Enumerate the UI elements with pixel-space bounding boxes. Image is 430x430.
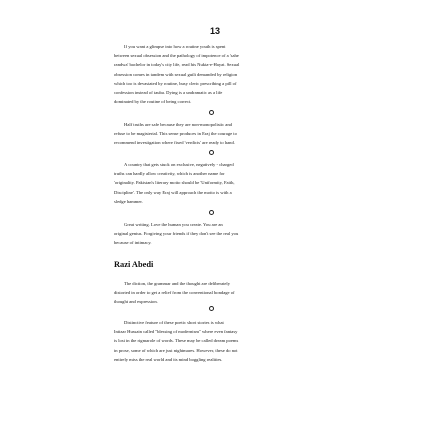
paragraph-line: in prose, some of which are just nightmares. However, these do not xyxy=(114,347,238,353)
paragraph-5 xyxy=(114,279,319,307)
paragraph-line: obsession comes in tandem with sexual guilt demanded by religion xyxy=(114,71,238,77)
paragraph-line: entirely miss the real world and its mind boggling realities. xyxy=(114,356,223,362)
paragraph-3 xyxy=(114,160,319,206)
paragraph-line: The diction, the grammar and the thought are deliberately xyxy=(124,281,230,286)
paragraph-line: confession instead of tauba. Dying is a undramatic as a life xyxy=(114,90,223,96)
paragraph-2 xyxy=(114,120,319,148)
paragraph-6 xyxy=(114,318,319,364)
paragraph-line: which too is devastated by routine, busy cleric prescribing a pill of xyxy=(114,80,237,86)
paragraph-line: Discipline'. The only way Eraj will approach the motto is with a xyxy=(114,189,232,195)
paragraph-line: original genius. Forgiving your friends if they don't see the real you xyxy=(114,231,239,237)
page-number: 13 xyxy=(209,26,220,36)
paragraph-1 xyxy=(114,42,319,106)
paragraph-line: Intizar Hussain called "blessing of modernism" where even fantasy xyxy=(114,329,238,335)
paragraph-line: randwa' bachelor in today's city life, read his Nukta-e-Hayat. Sexual xyxy=(114,62,240,68)
section-separator-circle xyxy=(209,210,214,215)
section-heading: Razi Abedi xyxy=(114,260,154,269)
paragraph-line: Distinctive feature of these poetic short stories is what xyxy=(124,320,224,325)
paragraph-line: thought and expression. xyxy=(114,299,158,305)
paragraph-line: Half truths are safe because they are non-monopolistic and xyxy=(124,122,232,127)
paragraph-line: refuse to be magisterial. This sense produces in Eraj the courage to xyxy=(114,131,237,137)
section-separator-circle xyxy=(209,150,214,155)
paragraph-line: between sexual obsession and the pathology of impotence of a 'sahe xyxy=(114,53,239,59)
paragraph-line: Great writing. Love the human you create. You are an xyxy=(124,222,223,227)
paragraph-4 xyxy=(114,220,319,248)
paragraph-line: dominated by the routine of being correct. xyxy=(114,99,192,105)
paragraph-line: truths can hardly allow creativity, which is another name for xyxy=(114,171,225,177)
paragraph-line: sledge hammer. xyxy=(114,198,143,204)
paragraph-line: because of intimacy. xyxy=(114,240,152,246)
paragraph-line: A country that gets stuck on exclusive, negatively - charged xyxy=(124,162,234,167)
paragraph-line: If you want a glimpse into how a routine youth is spent xyxy=(124,44,226,49)
section-separator-circle xyxy=(209,110,214,115)
paragraph-line: is lost in the rigmarole of words. These may be called dream poems xyxy=(114,338,239,344)
section-separator-circle xyxy=(209,306,214,311)
paragraph-line: 'originality. Pakistan's literary motto should be 'Uniformity, Faith, xyxy=(114,180,235,186)
paragraph-line: recommend investigation where fixed 'verdicts' are ready to hand. xyxy=(114,140,235,146)
paragraph-line: distorted in order to get a relief from the conventional bondage of xyxy=(114,290,235,296)
